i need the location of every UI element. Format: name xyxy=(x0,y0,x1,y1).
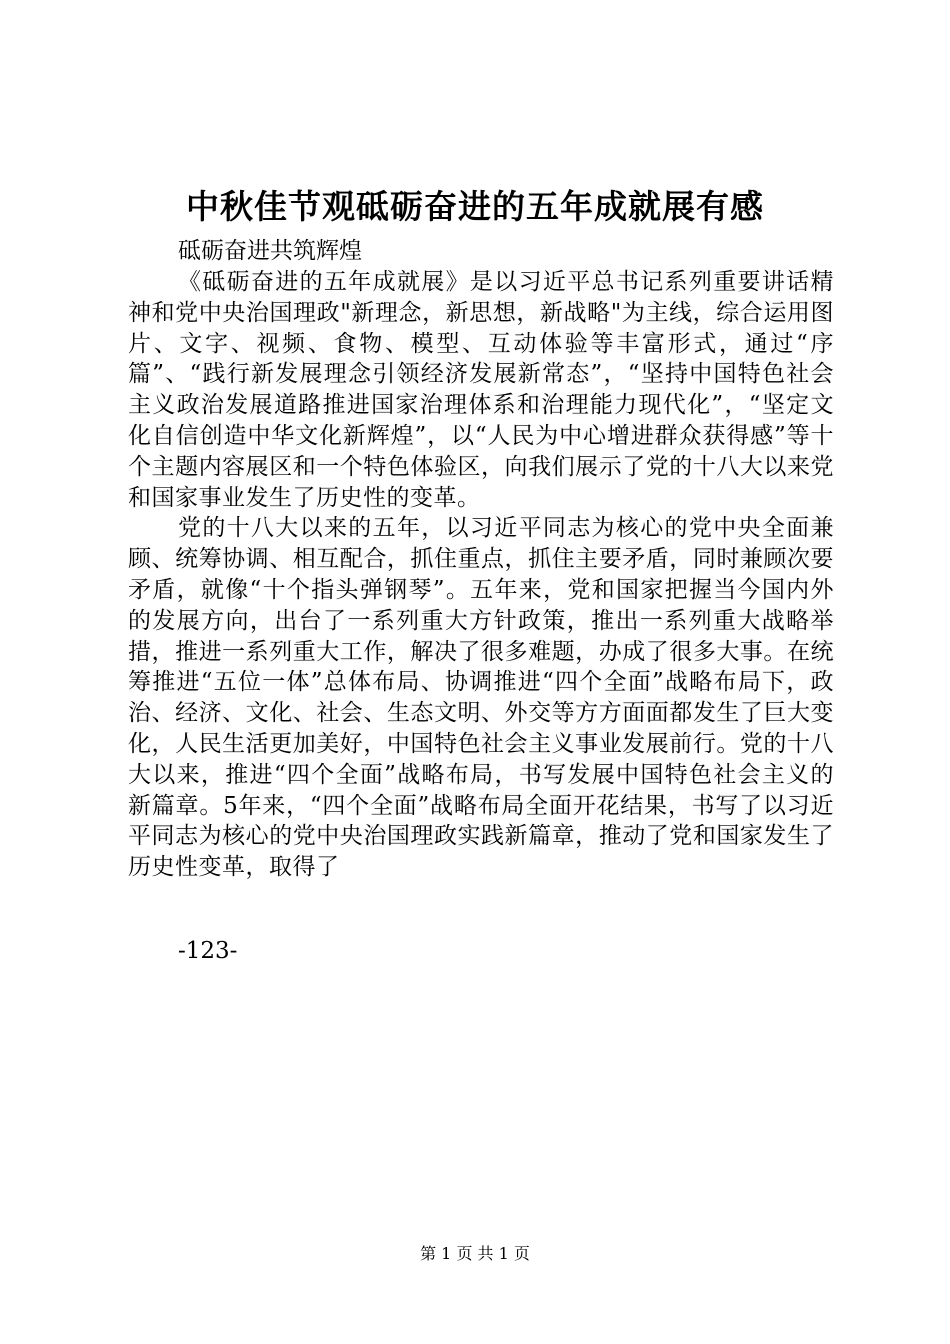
page-footer: 第 1 页 共 1 页 xyxy=(420,1244,530,1263)
page-marker: -123- xyxy=(178,938,238,964)
document-body xyxy=(128,267,834,883)
paragraph-2: 党的十八大以来的五年，以习近平同志为核心的党中央全面兼顾、统筹协调、相互配合，抓住重点，抓住主要矛盾，同时兼顾次要矛盾，就像“十个指头弹钢琴”。五年来，党和国家把握当今国内外的发展方向，出台了一系列重大方针政策，推出一系列重大战略举措，推进一系列重大工作，解决了很多难题，办成了很多大事。在统筹推进“五位一体”总体布局、协调推进“四个全面”战略布局下，政治、经济、文化、社会、生态文明、外交等方方面面都发生了巨大变化，人民生活更加美好，中国特色社会主义事业发展前行。党的十八大以来，推进“四个全面”战略布局，书写发展中国特色社会主义的新篇章。5年来，“四个全面”战略布局全面开花结果，书写了以习近平同志为核心的党中央治国理政实践新篇章，推动了党和国家发生了历史性变革，取得了 xyxy=(128,515,834,881)
document-title: 中秋佳节观砥砺奋进的五年成就展有感 xyxy=(186,187,764,226)
paragraph-1: 《砥砺奋进的五年成就展》是以习近平总书记系列重要讲话精神和党中央治国理政"新理念，新思想，新战略"为主线，综合运用图片、文字、视频、食物、模型、互动体验等丰富形式，通过“序篇”、“践行新发展理念引领经济发展新常态”，“坚持中国特色社会主义政治发展道路推进国家治理体系和治理能力现代化”，“坚定文化自信创造中华文化新辉煌”，以“人民为中心增进群众获得感”等十个主题内容展区和一个特色体验区，向我们展示了党的十八大以来党和国家事业发生了历史性的变革。 xyxy=(128,269,834,511)
document-subtitle: 砥砺奋进共筑辉煌 xyxy=(178,238,362,264)
